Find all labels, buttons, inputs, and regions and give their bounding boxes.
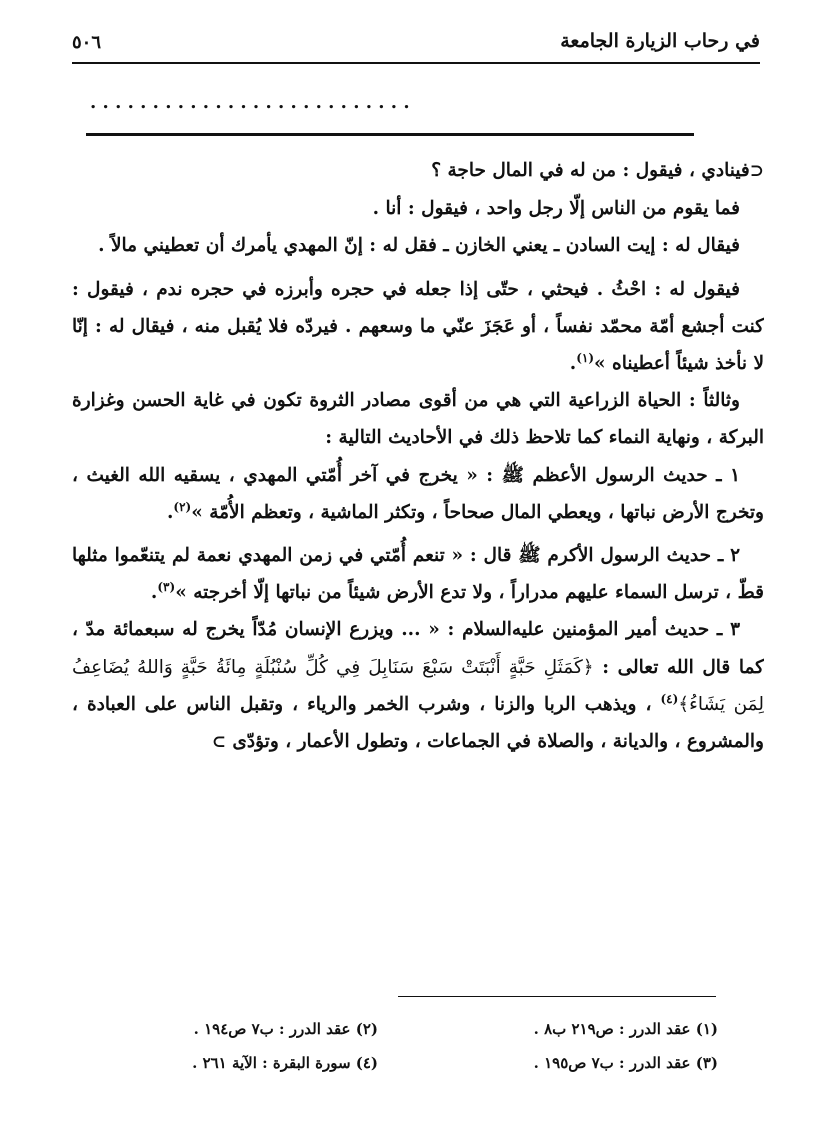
running-header bbox=[72, 30, 760, 64]
paragraph bbox=[72, 537, 764, 611]
footnote-ref: (١) bbox=[576, 350, 595, 365]
footnote-3: (٣) عقد الدرر : ب٧ ص١٩٥ . bbox=[533, 1054, 718, 1072]
quran-verse: ﴿كَمَثَلِ حَبَّةٍ أَنْبَتَتْ سَبْعَ سَنَابِلَ فِي كُلِّ سُنْبُلَةٍ مِائَةُ حَبَّةٍ وَاللهُ يُضَاعِفُ لِمَن يَشَاءُ﴾ bbox=[72, 656, 764, 715]
punctuation: . bbox=[569, 353, 577, 375]
continuation-open-mark: ⊂ bbox=[749, 161, 764, 181]
paragraph bbox=[72, 152, 764, 190]
punctuation: . bbox=[150, 582, 158, 604]
ellipsis-separator: . . . . . . . . . . . . . . . . . . . . . . . . . . bbox=[90, 92, 410, 112]
section-divider bbox=[86, 133, 694, 136]
paragraph-text: ١ ـ حديث الرسول الأعظم ﷺ : « يخرج في آخر أُمّتي المهدي ، يسقيه الله الغيث ، وتخرج الأرض نباتها ، ويعطي المال صحاحاً ، وتكثر الماشية ، وتعظم الأُمّة » bbox=[72, 464, 764, 523]
footnote-ref: (٣) bbox=[157, 580, 176, 595]
main-text bbox=[72, 152, 764, 972]
paragraph: فيقال له : إيت السادن ـ يعني الخازن ـ فقل له : إنّ المهدي يأمرك أن تعطيني مالاً . bbox=[98, 235, 740, 257]
paragraph-text: ٢ ـ حديث الرسول الأكرم ﷺ قال : « تنعم أُمّتي في زمن المهدي نعمة لم يتنعّموا مثلها قطّ ، ترسل السماء عليهم مدراراً ، ولا تدع الأرض شيئاً من نباتها إلّا أخرجته » bbox=[72, 545, 764, 604]
header-title: في رحاب الزيارة الجامعة bbox=[560, 30, 760, 52]
footnote-4: (٤) سورة البقرة : الآية ٢٦١ . bbox=[192, 1054, 378, 1072]
footnote-2: (٢) عقد الدرر : ب٧ ص١٩٤ . bbox=[193, 1020, 378, 1038]
paragraph-text: فيقول له : احْثُ . فيحثي ، حتّى إذا جعله في حجره وأبرزه في حجره ندم ، فيقول : كنت أجشع أمّة محمّد نفساً ، أو عَجَزَ عنّي ما وسعهم . فيردّه فلا يُقبل منه ، فيقال له : إنّا لا نأخذ شيئاً أعطيناه » bbox=[72, 278, 764, 375]
footnote-divider bbox=[398, 996, 716, 997]
paragraph-text: ٣ ـ حديث أمير المؤمنين عليه‌السلام : « ... ويزرع الإنسان مُدّاً يخرج له سبعمائة مدّ ، كما قال الله تعالى : bbox=[72, 619, 764, 678]
paragraph bbox=[72, 271, 764, 383]
page-number: ٥٠٦ bbox=[72, 32, 102, 53]
continuation-close-mark: ⊃ bbox=[211, 732, 226, 753]
paragraph-text: ، ويذهب الربا والزنا ، وشرب الخمر والرياء ، وتقبل الناس على العبادة ، والمشروع ، والديانة ، والصلاة في الجماعات ، وتطول الأعمار ، وتؤدّى bbox=[72, 693, 764, 753]
punctuation: . bbox=[166, 501, 174, 523]
footnote-ref: (٤) bbox=[660, 691, 679, 706]
paragraph: فما يقوم من الناس إلّا رجل واحد ، فيقول : أنا . bbox=[372, 198, 740, 220]
paragraph-text: فينادي ، فيقول : من له في المال حاجة ؟ bbox=[431, 160, 750, 181]
footnote-1: (١) عقد الدرر : ص٢١٩ ب٨ . bbox=[533, 1020, 718, 1038]
footnote-ref: (٢) bbox=[173, 499, 192, 514]
paragraph: وثالثاً : الحياة الزراعية التي هي من أقوى مصادر الثروة تكون في غاية الحسن وغزارة البركة ، ونهاية النماء كما تلاحظ ذلك في الأحاديث التالية : bbox=[72, 390, 764, 449]
paragraph bbox=[72, 611, 764, 761]
footnotes bbox=[96, 1012, 718, 1082]
paragraph bbox=[72, 457, 764, 531]
